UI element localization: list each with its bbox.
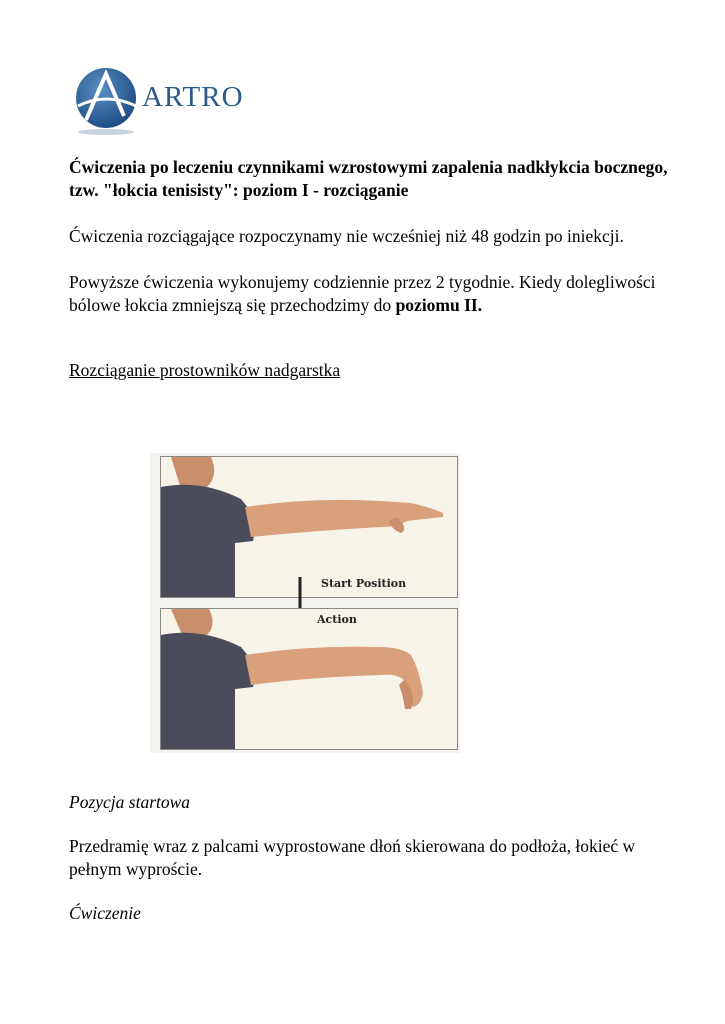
start-position-heading: Pozycja startowa — [69, 792, 191, 812]
exercise-figure — [150, 453, 460, 753]
start-position-photo — [160, 456, 458, 598]
intro-text: Powyższe ćwiczenia wykonujemy codziennie przez 2 tygodnie. Kiedy dolegliwości bólowe łokcia zmniejszą się przechodzimy do — [69, 272, 656, 315]
arm-extended-illustration — [161, 457, 457, 597]
start-position-text: Przedramię wraz z palcami wyprostowane dłoń skierowana do podłoża, łokieć w pełnym wyproście. — [69, 836, 636, 879]
level-link-text: poziomu II. — [395, 295, 483, 315]
wrist-flexed-illustration — [161, 609, 457, 749]
exercise-heading: Ćwiczenie — [69, 903, 141, 923]
artro-logo-icon — [72, 66, 140, 136]
artro-logo — [72, 66, 272, 136]
start-position-label: Start Position — [321, 577, 407, 590]
document-title: Ćwiczenia po leczeniu czynnikami wzrostowymi zapalenia nadkłykcia bocznego, tzw. "łokcia tenisisty": poziom I - rozciąganie — [69, 157, 668, 200]
intro-paragraph-2 — [69, 271, 669, 317]
section-title: Rozciąganie prostowników nadgarstka — [69, 360, 341, 380]
logo-wordmark: ARTRO — [142, 81, 244, 113]
action-photo — [160, 608, 458, 750]
intro-paragraph: Ćwiczenia rozciągające rozpoczynamy nie wcześniej niż 48 godzin po iniekcji. — [69, 226, 624, 246]
action-label: Action — [317, 613, 357, 626]
